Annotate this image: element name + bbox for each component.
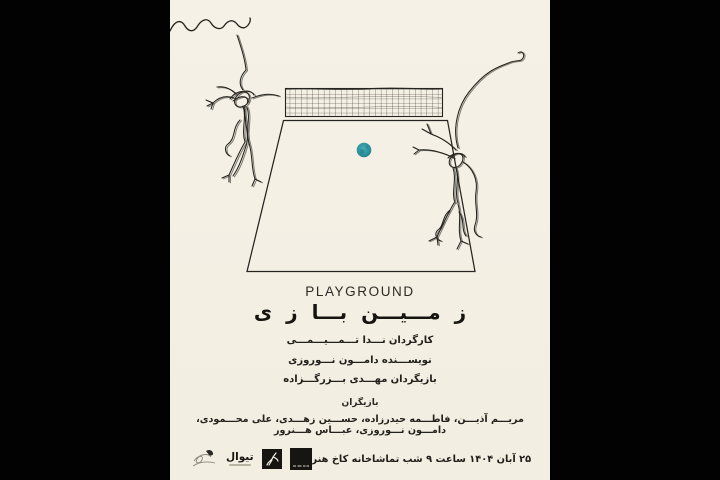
sponsor-logos (190, 447, 312, 471)
credit-acting-director-name: مهـــدی بـــزرگـــزاده (283, 374, 388, 385)
credit-director-name: نـــدا تـــمـــیـــمـــی (286, 335, 386, 346)
wavy-string-left (170, 18, 250, 31)
credit-director-role: کارگردان (388, 335, 434, 346)
footer-row (170, 444, 550, 474)
tiwall-logo-url-line (229, 464, 251, 466)
title-persian: ز مـــیـــن بـــا ز ی (253, 300, 467, 324)
tiwall-logo (226, 452, 254, 466)
credit-acting-director-role: بازیگردان (390, 374, 437, 385)
cast-names: مریـــم آذیـــن، فاطـــمه حیدرزاده، حســـین زهـــدی، علی محـــمودی، دامـــون نـــوروزی، عبـــاس هـــنرور (196, 414, 524, 436)
court-illustration (170, 0, 550, 480)
ball (357, 143, 372, 158)
credit-writer-name: دامـــون نـــوروزی (288, 355, 379, 366)
theater-poster (170, 0, 550, 480)
court (247, 121, 475, 272)
credit-acting-director (170, 374, 550, 385)
net (285, 88, 443, 116)
credit-writer-role: نویســـنده (381, 355, 432, 366)
tangled-figure-left (206, 35, 279, 186)
black-square-logo-icon (290, 448, 312, 470)
credit-writer (170, 355, 550, 366)
signature-logo-icon (190, 447, 218, 471)
event-date-venue: ۲۵ آبان ۱۴۰۴ ساعت ۹ شب تماشاخانه کاخ هنر (311, 453, 532, 465)
tiwall-logo-text: تیوال (226, 451, 254, 463)
cast-heading: بازیگران (341, 398, 379, 408)
credit-director (170, 335, 550, 346)
title-english: PLAYGROUND (305, 284, 415, 299)
dancer-logo-icon (262, 449, 282, 469)
